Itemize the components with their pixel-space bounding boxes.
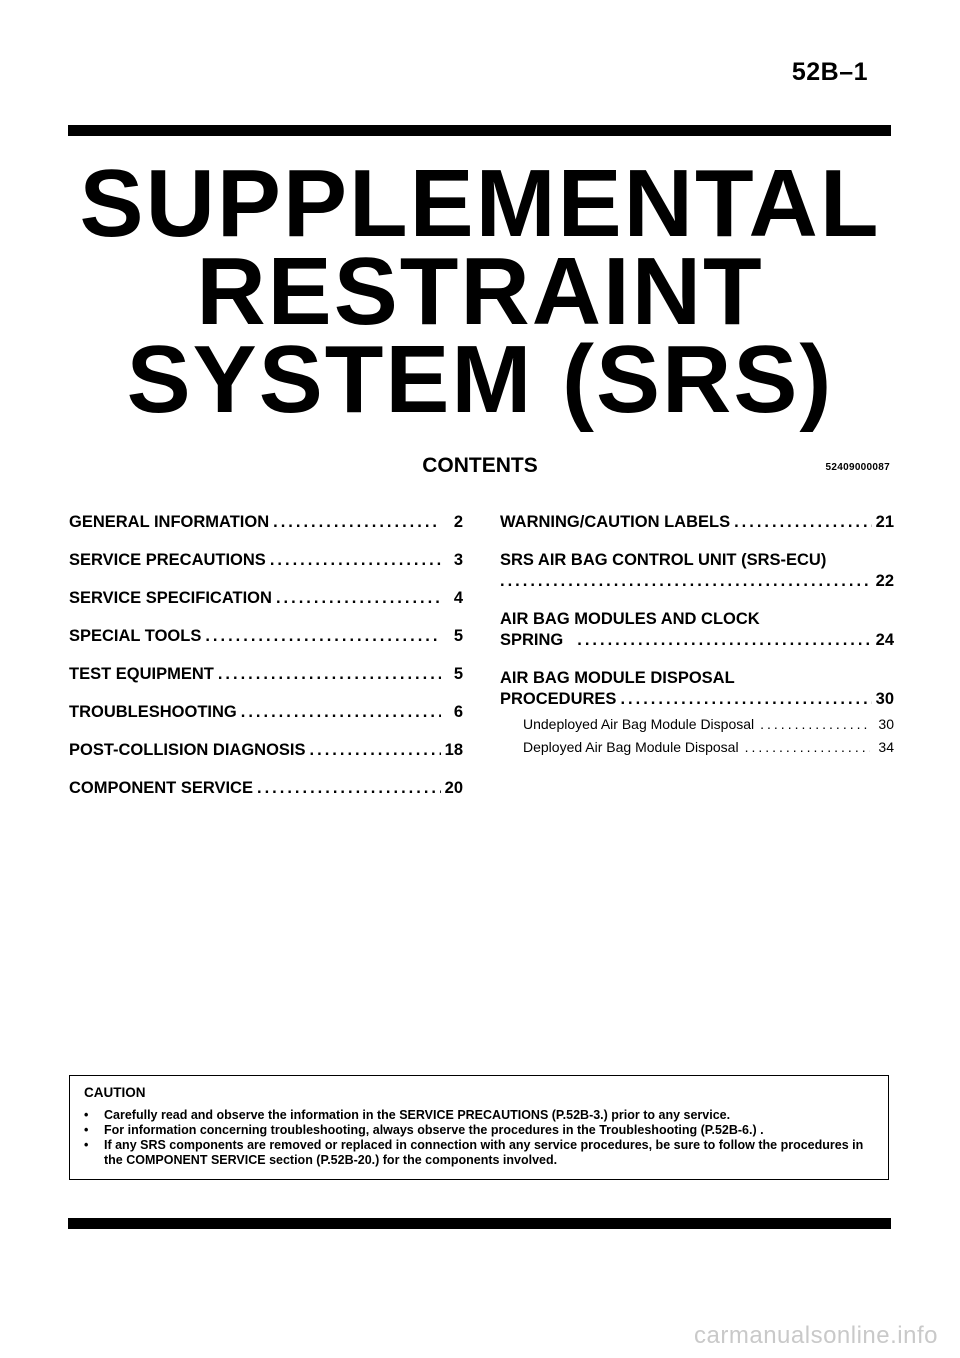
toc-entry-test-equipment[interactable] (69, 664, 463, 685)
top-rule (68, 125, 891, 136)
caution-box (69, 1075, 889, 1180)
toc-label: AIR BAG MODULE DISPOSAL (500, 669, 735, 687)
title-line-3: SYSTEM (SRS) (126, 326, 834, 433)
toc-sub-entry-deployed[interactable] (523, 738, 894, 757)
toc-page: 5 (453, 665, 463, 683)
caution-text: If any SRS components are removed or replaced in connection with any service procedures, be sure to follow the procedures in the COMPONENT SERVICE section (P.52B-20.) for the components involved. (104, 1138, 864, 1167)
toc-entry-service-precautions[interactable] (69, 550, 463, 571)
toc-page: 2 (453, 513, 463, 531)
document-title (0, 150, 960, 433)
toc-page: 30 (875, 690, 894, 708)
caution-item (84, 1138, 874, 1168)
toc-entry-srs-ecu[interactable] (500, 550, 894, 592)
caution-item (84, 1108, 874, 1123)
toc-entry-general-information[interactable] (69, 512, 463, 533)
toc-label-cont: SPRING (500, 631, 564, 649)
toc-page: 5 (453, 627, 463, 645)
dot-leader (760, 715, 870, 734)
toc-sub-entry-undeployed[interactable] (523, 715, 894, 734)
toc-page: 6 (453, 703, 463, 721)
watermark: carmanualsonline.info (694, 1322, 938, 1349)
toc-page: 3 (453, 551, 463, 569)
toc-page: 4 (453, 589, 463, 607)
toc-label: AIR BAG MODULES AND CLOCK (500, 610, 760, 628)
toc-label: GENERAL INFORMATION (69, 513, 270, 531)
dot-leader (745, 738, 870, 757)
document-code: 52409000087 (825, 462, 890, 473)
toc-label: WARNING/CAUTION LABELS (500, 513, 731, 531)
dot-leader (276, 588, 441, 609)
toc-label: SPECIAL TOOLS (69, 627, 202, 645)
toc-left-column (69, 512, 463, 816)
toc-label: TEST EQUIPMENT (69, 665, 214, 683)
toc-entry-special-tools[interactable] (69, 626, 463, 647)
page-number: 52B–1 (791, 58, 868, 86)
dot-leader (273, 512, 441, 533)
toc-entry-post-collision-diagnosis[interactable] (69, 740, 463, 761)
dot-leader (310, 740, 441, 761)
toc-label: Undeployed Air Bag Module Disposal (523, 716, 755, 732)
bullet: • (84, 1108, 89, 1122)
toc-label: SRS AIR BAG CONTROL UNIT (SRS-ECU) (500, 551, 827, 569)
toc-page: 18 (444, 741, 463, 759)
toc-label: Deployed Air Bag Module Disposal (523, 739, 739, 755)
toc-label: SERVICE PRECAUTIONS (69, 551, 266, 569)
toc-page: 20 (444, 779, 463, 797)
dot-leader (270, 550, 441, 571)
bullet: • (84, 1138, 89, 1152)
caution-text: For information concerning troubleshooting, always observe the procedures in the Troubleshooting (P.52B-6.) . (104, 1123, 764, 1137)
dot-leader (257, 778, 441, 799)
toc-entry-troubleshooting[interactable] (69, 702, 463, 723)
dot-leader (620, 689, 871, 710)
toc-right-column (500, 512, 894, 775)
toc-page: 30 (878, 716, 894, 732)
toc-label: SERVICE SPECIFICATION (69, 589, 272, 607)
dot-leader (205, 626, 441, 647)
dot-leader (577, 630, 871, 651)
toc-label: POST-COLLISION DIAGNOSIS (69, 741, 306, 759)
toc-entry-air-bag-module-disposal[interactable] (500, 668, 894, 710)
bullet: • (84, 1123, 89, 1137)
toc-page: 34 (878, 739, 894, 755)
toc-label-cont: PROCEDURES (500, 690, 617, 708)
bottom-rule (68, 1218, 891, 1229)
caution-item (84, 1123, 874, 1138)
caution-title: CAUTION (84, 1085, 146, 1100)
title-line-1: SUPPLEMENTAL (79, 150, 881, 257)
toc-label: TROUBLESHOOTING (69, 703, 237, 721)
toc-entry-service-specification[interactable] (69, 588, 463, 609)
toc-label: COMPONENT SERVICE (69, 779, 253, 797)
caution-text: Carefully read and observe the information in the SERVICE PRECAUTIONS (P.52B-3.) prior to any service. (104, 1108, 731, 1122)
toc-entry-warning-caution-labels[interactable] (500, 512, 894, 533)
title-line-2: RESTRAINT (196, 238, 764, 345)
toc-page: 24 (875, 631, 894, 649)
toc-entry-component-service[interactable] (69, 778, 463, 799)
toc-page: 21 (875, 513, 894, 531)
dot-leader (218, 664, 441, 685)
toc-page: 22 (875, 572, 894, 590)
toc-entry-air-bag-modules-clock-spring[interactable] (500, 609, 894, 651)
dot-leader (734, 512, 872, 533)
dot-leader (241, 702, 441, 723)
dot-leader (500, 571, 872, 592)
contents-heading: CONTENTS (422, 454, 538, 477)
